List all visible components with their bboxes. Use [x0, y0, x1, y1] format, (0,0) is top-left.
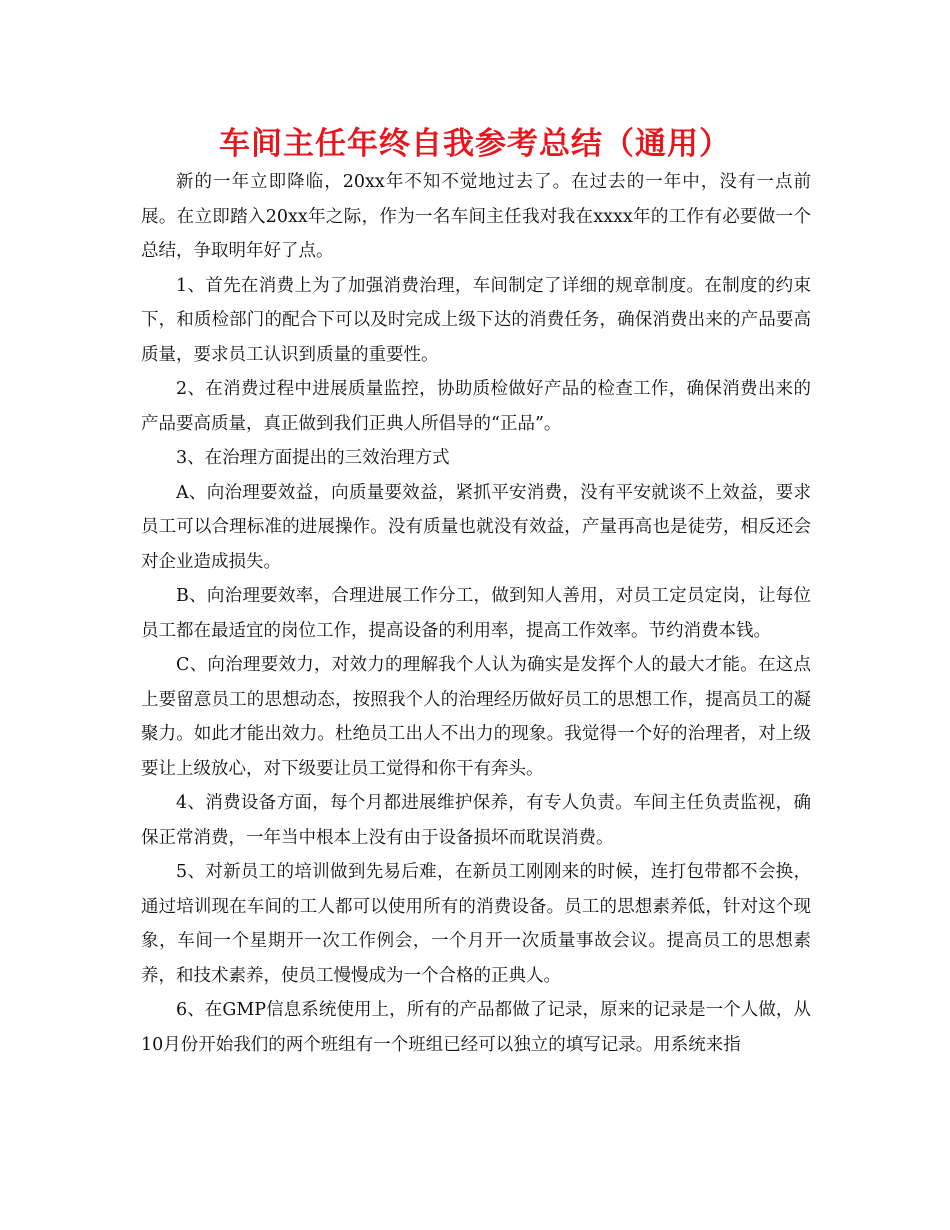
- paragraph-item-3b: B、向治理要效率，合理进展工作分工，做到知人善用，对员工定员定岗，让每位员工都在最适宜的岗位工作，提高设备的利用率，提高工作效率。节约消费本钱。: [141, 586, 811, 641]
- document-body: [141, 165, 811, 1062]
- paragraph-item-5: 5、对新员工的培训做到先易后难，在新员工刚刚来的时候，连打包带都不会换，通过培训现在车间的工人都可以使用所有的消费设备。员工的思想素养低，针对这个现象，车间一个星期开一次工作例会，一个月开一次质量事故会议。提高员工的思想素养，和技术素养，使员工慢慢成为一个合格的正典人。: [141, 862, 811, 986]
- paragraph-intro: 新的一年立即降临，20xx年不知不觉地过去了。在过去的一年中，没有一点前展。在立即踏入20xx年之际，作为一名车间主任我对我在xxxx年的工作有必要做一个总结，争取明年好了点。: [141, 172, 811, 261]
- paragraph-item-2: 2、在消费过程中进展质量监控，协助质检做好产品的检查工作，确保消费出来的产品要高质量，真正做到我们正典人所倡导的“正品”。: [141, 379, 811, 434]
- paragraph-item-6: 6、在GMP信息系统使用上，所有的产品都做了记录，原来的记录是一个人做，从10月份开始我们的两个班组有一个班组已经可以独立的填写记录。用系统来指: [141, 1000, 811, 1055]
- paragraph-item-1: 1、首先在消费上为了加强消费治理，车间制定了详细的规章制度。在制度的约束下，和质检部门的配合下可以及时完成上级下达的消费任务，确保消费出来的产品要高质量，要求员工认识到质量的重要性。: [141, 275, 811, 365]
- paragraph-item-3a: A、向治理要效益，向质量要效益，紧抓平安消费，没有平安就谈不上效益，要求员工可以合理标准的进展操作。没有质量也就没有效益，产量再高也是徒劳，相反还会对企业造成损失。: [141, 482, 811, 572]
- paragraph-item-3c: C、向治理要效力，对效力的理解我个人认为确实是发挥个人的最大才能。在这点上要留意员工的思想动态，按照我个人的治理经历做好员工的思想工作，提高员工的凝聚力。如此才能出效力。杜绝员工出人不出力的现象。我觉得一个好的治理者，对上级要让上级放心，对下级要让员工觉得和你干有奔头。: [141, 655, 811, 779]
- document-title: 车间主任年终自我参考总结（通用）: [219, 126, 731, 162]
- paragraph-item-3: 3、在治理方面提出的三效治理方式: [176, 448, 450, 468]
- paragraph-item-4: 4、消费设备方面，每个月都进展维护保养，有专人负责。车间主任负责监视，确保正常消费，一年当中根本上没有由于设备损坏而耽误消费。: [141, 793, 811, 848]
